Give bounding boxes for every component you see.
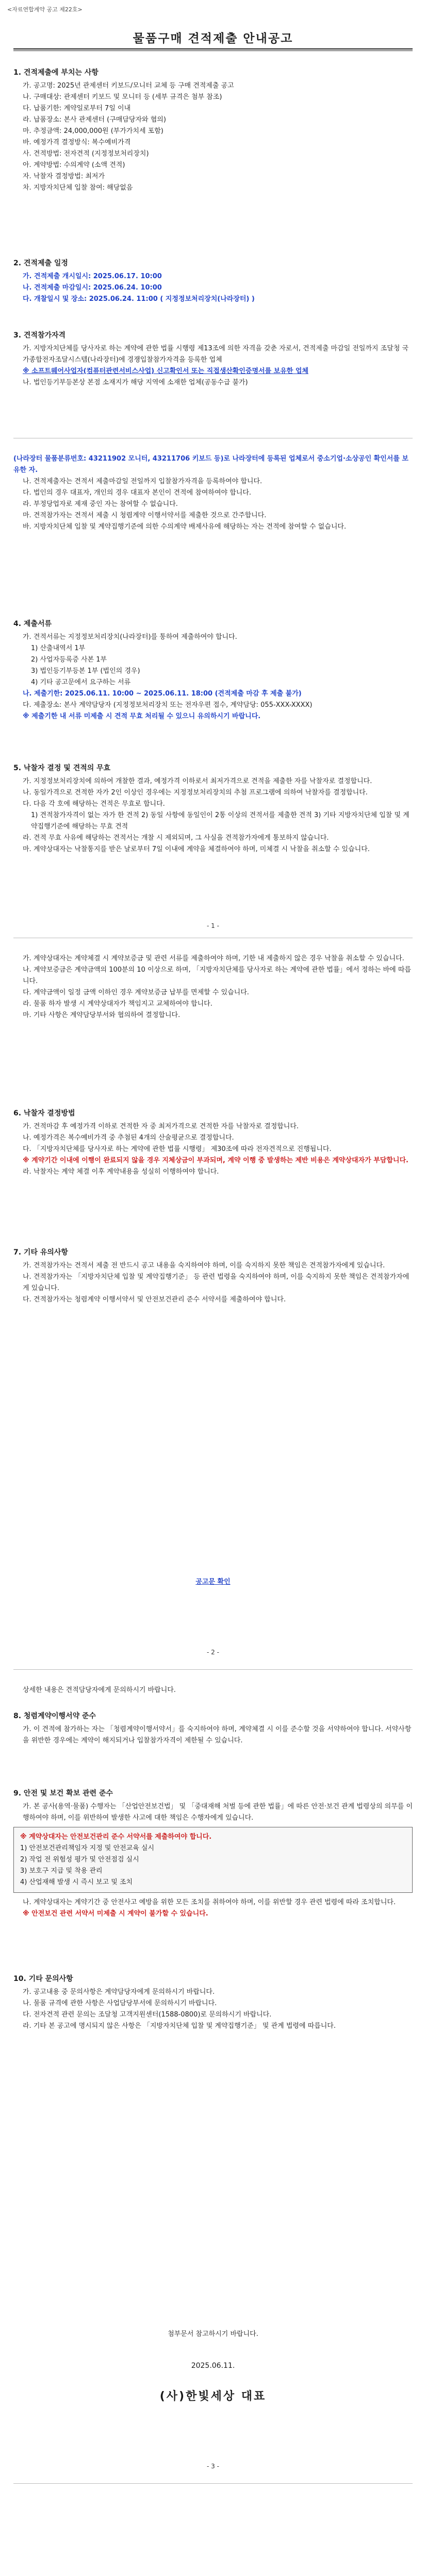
section-5 bbox=[13, 762, 413, 855]
section-10-heading: 10. 기타 문의사항 bbox=[13, 1975, 73, 1983]
section-5-continued: 마. 계약상대자는 낙찰통지를 받은 날로부터 7일 이내에 계약을 체결하여야 하며, 미체결 시 낙찰을 취소할 수 있습니다. bbox=[23, 845, 370, 853]
title-underline-2 bbox=[13, 50, 413, 51]
section-2-heading: 2. 견적제출 일정 bbox=[13, 259, 68, 267]
section-6-item: 가. 견적마감 후 예정가격 이하로 견적한 자 중 최저가격으로 견적한 자를 낙찰자로 결정합니다. bbox=[23, 1123, 299, 1130]
submission-period: 나. 제출기한: 2025.06.11. 10:00 ~ 2025.06.11. 18:00 (견적제출 마감 후 제출 불가) bbox=[23, 690, 302, 698]
section-1-item: 차. 지방자치단체 입찰 참여: 해당없음 bbox=[23, 184, 133, 192]
section-6-warning: ※ 계약기간 이내에 이행이 완료되지 않을 경우 지체상금이 부과되며, 계약 이행 중 발생하는 제반 비용은 계약상대자가 부담합니다. bbox=[23, 1157, 408, 1164]
section-6-heading: 6. 낙찰자 결정방법 bbox=[13, 1109, 75, 1117]
intro-item: 가. 계약상대자는 계약체결 시 계약보증금 및 관련 서류를 제출하여야 하며, 기한 내 제출하지 않은 경우 낙찰을 취소할 수 있습니다. bbox=[23, 955, 404, 962]
section-5-tail: 라. 견적 무효 사유에 해당하는 견적서는 개찰 시 제외되며, 그 사실을 견적참가자에게 통보하지 않습니다. bbox=[23, 834, 329, 842]
section-10-item: 나. 물품 규격에 관한 사항은 사업담당부서에 문의하시기 바랍니다. bbox=[23, 1999, 217, 2007]
section-9-heading: 9. 안전 및 보건 확보 관련 준수 bbox=[13, 1789, 113, 1798]
page-number-2: - 2 - bbox=[207, 1649, 219, 1656]
section-1-item: 자. 낙찰자 결정방법: 최저가 bbox=[23, 173, 105, 180]
schedule-start: 가. 견적제출 개시일시: 2025.06.17. 10:00 bbox=[23, 273, 162, 280]
section-9-body: 가. 본 공사(용역·물품) 수행자는 「산업안전보건법」 및 「중대재해 처벌 등에 관한 법률」에 따른 안전·보건 관계 법령상의 의무를 이행하여야 하며, 이를 위반하여 발생한 사고에 대한 책임은 수행자에게 있습니다. bbox=[23, 1803, 413, 1822]
sign-organization: (사)한빛세상 대표 bbox=[159, 2390, 267, 2403]
section-9 bbox=[13, 1788, 413, 1920]
page-divider bbox=[13, 1669, 413, 1670]
intro-item: 다. 계약금액이 일정 금액 이하인 경우 계약보증금 납부를 면제할 수 있습니다. bbox=[23, 989, 249, 996]
document-item: 2) 사업자등록증 사본 1부 bbox=[31, 656, 107, 664]
section-3-note: 라. 부정당업자로 제재 중인 자는 참여할 수 없습니다. bbox=[23, 500, 178, 508]
section-5-sub: 1) 견적참가자격이 없는 자가 한 견적 2) 동일 사항에 동일인이 2통 이상의 견적서를 제출한 견적 3) 기타 지방자치단체 입찰 및 계약집행기준에 해당하는 무효 견적 bbox=[31, 811, 409, 831]
submission-contact: 다. 제출장소: 본사 계약담당자 (지정정보처리장치 또는 전자우편 접수, 계약담당: 055-XXX-XXXX) bbox=[23, 701, 313, 709]
section-8-heading: 8. 청렴계약이행서약 준수 bbox=[13, 1712, 96, 1720]
section-3-heading: 3. 견적참가자격 bbox=[13, 331, 66, 340]
document-item: 3) 법인등기부등본 1부 (법인의 경우) bbox=[31, 667, 140, 675]
section-3-body: 가. 지방자치단체를 당사자로 하는 계약에 관한 법률 시행령 제13조에 의한 자격을 갖춘 자로서, 견적제출 마감일 전일까지 조달청 국가종합전자조달시스템(나라장터)에 경쟁입찰참가자격을 등록한 업체 bbox=[23, 345, 409, 364]
section-7 bbox=[13, 1247, 413, 1306]
section-1-heading: 1. 견적제출에 부치는 사항 bbox=[13, 69, 99, 77]
section-5-item: 나. 동일가격으로 견적한 자가 2인 이상인 경우에는 지정정보처리장치의 추첨 프로그램에 의하여 낙찰자를 결정합니다. bbox=[23, 789, 368, 796]
safety-box-line: 1) 안전보건관리책임자 지정 및 안전교육 실시 bbox=[20, 1844, 155, 1852]
page-number: - 1 - bbox=[207, 922, 219, 929]
section-1-item: 바. 예정가격 결정방식: 복수예비가격 bbox=[23, 139, 131, 146]
closing-note bbox=[13, 2329, 413, 2340]
section-6-tail: 라. 낙찰자는 계약 체결 이후 계약내용을 성실히 이행하여야 합니다. bbox=[23, 1168, 219, 1176]
section-7-item: 가. 견적참가자는 견적서 제출 전 반드시 공고 내용을 숙지하여야 하며, 이를 숙지하지 못한 책임은 견적참가자에게 있습니다. bbox=[23, 1262, 385, 1269]
document-item: 1) 산출내역서 1부 bbox=[31, 645, 86, 652]
section-4 bbox=[13, 618, 413, 722]
safety-box-line: ※ 계약상대자는 안전보건관리 준수 서약서를 제출하여야 합니다. bbox=[20, 1833, 212, 1841]
section-1-item: 나. 구매대상: 관제센터 키보드 및 모니터 등 (세부 규격은 첨부 참조) bbox=[23, 93, 222, 101]
section-10-tail: 라. 기타 본 공고에 명시되지 않은 사항은 「지방자치단체 입찰 및 계약집행기준」 및 관계 법령에 따릅니다. bbox=[23, 2022, 336, 2030]
safety-box-line: 3) 보호구 지급 및 착용 관리 bbox=[20, 1867, 103, 1875]
section-8-body: 가. 이 견적에 참가하는 자는 「청렴계약이행서약서」를 숙지하여야 하며, 계약체결 시 이를 준수할 것을 서약하여야 합니다. 서약사항을 위반한 경우에는 계약이 해지되거나 입찰참가자격이 제한될 수 있습니다. bbox=[23, 1725, 412, 1744]
section-8 bbox=[13, 1710, 413, 1747]
page-divider bbox=[13, 2483, 413, 2484]
page-3-intro-text: 상세한 내용은 견적담당자에게 문의하시기 바랍니다. bbox=[23, 1686, 176, 1694]
schedule-end: 나. 견적제출 마감일시: 2025.06.24. 10:00 bbox=[23, 284, 162, 292]
schedule-open: 다. 개찰일시 및 장소: 2025.06.24. 11:00 ( 지정정보처리장치(나라장터) ) bbox=[23, 295, 255, 303]
section-1-item: 라. 납품장소: 본사 관제센터 (구매담당자와 협의) bbox=[23, 116, 166, 124]
page-2-footer bbox=[13, 1577, 413, 1588]
section-3-continued bbox=[13, 453, 413, 533]
notice-confirm: 공고문 확인 bbox=[195, 1578, 231, 1586]
document-item: 4) 기타 공고문에서 요구하는 서류 bbox=[31, 679, 131, 686]
safety-box bbox=[13, 1827, 413, 1893]
section-4-heading: 4. 제출서류 bbox=[13, 620, 52, 628]
page-3-intro bbox=[13, 1685, 413, 1696]
section-3-note: 바. 지방자치단체 입찰 및 계약집행기준에 의한 수의계약 배제사유에 해당하는 자는 견적에 참여할 수 없습니다. bbox=[23, 523, 347, 531]
section-5-item: 가. 지정정보처리장치에 의하여 개찰한 결과, 예정가격 이하로서 최저가격으로 견적을 제출한 자를 낙찰자로 결정합니다. bbox=[23, 777, 372, 785]
section-7-item: 다. 견적참가자는 청렴계약 이행서약서 및 안전보건관리 준수 서약서를 제출하여야 합니다. bbox=[23, 1296, 286, 1303]
section-1-item: 다. 납품기한: 계약일로부터 7일 이내 bbox=[23, 105, 131, 112]
sign-date: 2025.06.11. bbox=[191, 2362, 235, 2370]
closing-note-text: 첨부문서 참고하시기 바랍니다. bbox=[168, 2330, 258, 2338]
section-1-item: 사. 견적방법: 전자견적 (지정정보처리장치) bbox=[23, 150, 149, 158]
section-1-item: 아. 계약방법: 수의계약 (소액 견적) bbox=[23, 161, 125, 169]
section-3-highlight: ※ 소프트웨어사업자(컴퓨터관련서비스사업) 신고확인서 또는 직접생산확인증명서를 보유한 업체 bbox=[23, 367, 308, 375]
document-title: 물품구매 견적제출 안내공고 bbox=[133, 32, 293, 45]
section-3 bbox=[13, 330, 413, 388]
intro-item: 나. 계약보증금은 계약금액의 100분의 10 이상으로 하며, 「지방자치단체를 당사자로 하는 계약에 관한 법률」에서 정하는 바에 따릅니다. bbox=[23, 966, 411, 985]
section-7-heading: 7. 기타 유의사항 bbox=[13, 1248, 68, 1257]
safety-box-line: 2) 작업 전 위험성 평가 및 안전점검 실시 bbox=[20, 1856, 139, 1863]
section-10-item: 다. 전자견적 관련 문의는 조달청 고객지원센터(1588-0800)로 문의하시기 바랍니다. bbox=[23, 2011, 272, 2019]
section-6 bbox=[13, 1108, 413, 1178]
header-note: <자료연합계약 공고 제22호> bbox=[7, 6, 83, 13]
section-7-item: 나. 견적참가자는 「지방자치단체 입찰 및 계약집행기준」 등 관련 법령을 숙지하여야 하며, 이를 숙지하지 못한 책임은 견적참가자에게 있습니다. bbox=[23, 1273, 409, 1292]
intro-item: 마. 기타 사항은 계약담당부서와 협의하여 결정합니다. bbox=[23, 1011, 181, 1019]
section-10 bbox=[13, 1973, 413, 2032]
submission-warning: ※ 제출기한 내 서류 미제출 시 견적 무효 처리될 수 있으니 유의하시기 바랍니다. bbox=[23, 713, 261, 720]
section-1-item: 가. 공고명: 2025년 관제센터 키보드/모니터 교체 등 구매 견적제출 공고 bbox=[23, 82, 234, 90]
section-9-tail: 나. 계약상대자는 계약기간 중 안전사고 예방을 위한 모든 조치를 취하여야 하며, 이를 위반할 경우 관련 법령에 따라 조치합니다. bbox=[23, 1899, 396, 1906]
page-number-3: - 3 - bbox=[207, 2463, 219, 2470]
intro-item: 라. 물품 하자 발생 시 계약상대자가 책임지고 교체하여야 합니다. bbox=[23, 1000, 212, 1008]
section-3-note: 나. 견적제출자는 견적서 제출마감일 전일까지 입찰참가자격을 등록하여야 합니다. bbox=[23, 478, 263, 485]
section-1-item: 마. 추정금액: 24,000,000원 (부가가치세 포함) bbox=[23, 127, 163, 135]
section-9-warning: ※ 안전보건 관련 서약서 미제출 시 계약이 불가할 수 있습니다. bbox=[23, 1910, 208, 1918]
section-6-item: 다. 「지방자치단체를 당사자로 하는 계약에 관한 법률 시행령」 제30조에 따라 전자견적으로 진행됩니다. bbox=[23, 1145, 332, 1153]
section-5-item: 다. 다음 각 호에 해당하는 견적은 무효로 합니다. bbox=[23, 800, 165, 808]
section-5-heading: 5. 낙찰자 결정 및 견적의 무효 bbox=[13, 764, 111, 772]
section-1 bbox=[13, 67, 413, 194]
section-4-body: 가. 견적서류는 지정정보처리장치(나라장터)를 통하여 제출하여야 합니다. bbox=[23, 633, 237, 641]
title-underline bbox=[13, 48, 413, 49]
section-10-item: 가. 공고내용 중 문의사항은 계약담당자에게 문의하시기 바랍니다. bbox=[23, 1988, 215, 1996]
safety-box-line: 4) 산업재해 발생 시 즉시 보고 및 조치 bbox=[20, 1878, 133, 1886]
page-2-intro bbox=[13, 953, 413, 1021]
section-3-continued-text: (나라장터 물품분류번호: 43211902 모니터, 43211706 키보드 등)로 나라장터에 등록된 업체로서 중소기업·소상공인 확인서를 보유한 자. bbox=[13, 455, 408, 474]
section-2 bbox=[13, 258, 413, 305]
section-3-note: 나. 법인등기부등본상 본점 소재지가 해당 지역에 소재한 업체(공동수급 불가) bbox=[23, 379, 248, 386]
section-3-note: 마. 견적참가자는 견적서 제출 시 청렴계약 이행서약서를 제출한 것으로 간주합니다. bbox=[23, 512, 267, 519]
section-6-item: 나. 예정가격은 복수예비가격 중 추첨된 4개의 산술평균으로 결정합니다. bbox=[23, 1134, 234, 1142]
section-3-note: 다. 법인의 경우 대표자, 개인의 경우 대표자 본인이 견적에 참여하여야 합니다. bbox=[23, 489, 252, 497]
